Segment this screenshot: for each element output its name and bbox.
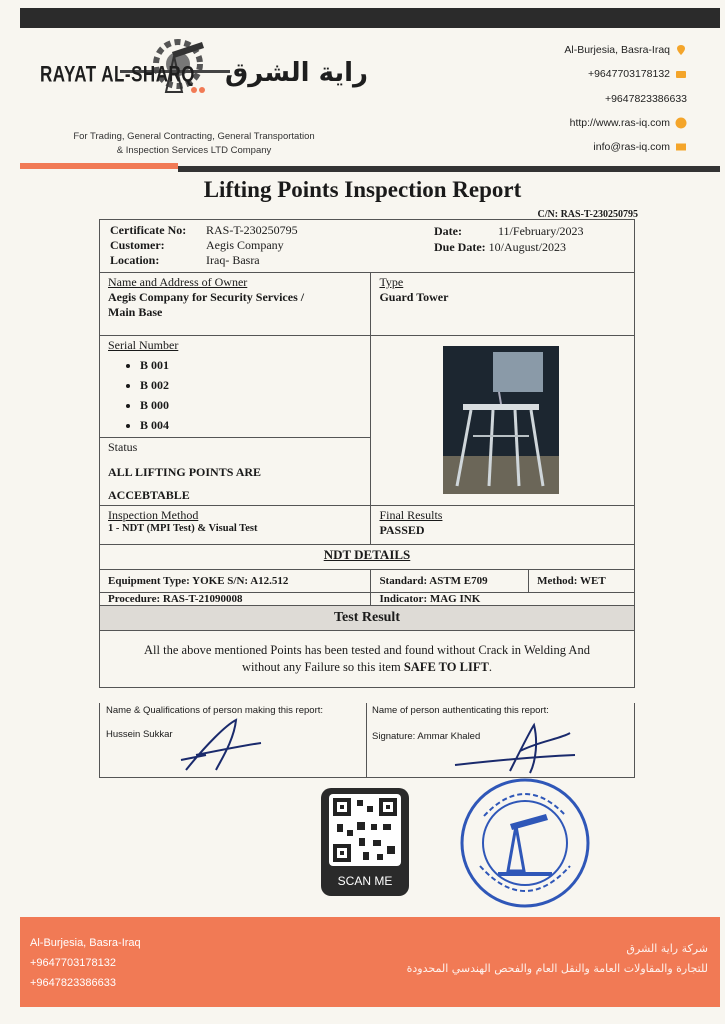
result-end: . [488, 660, 492, 674]
method-label: Inspection Method [108, 508, 199, 522]
guard-tower-photo [443, 346, 559, 494]
divider-dark [178, 166, 720, 172]
company-name-en: RAYAT AL-SHARQ [40, 62, 195, 87]
final-value: PASSED [379, 523, 425, 537]
procedure-cell: Procedure: RAS-T-21090008 [100, 593, 371, 606]
ndt-title-cell [100, 545, 635, 570]
company-stamp-icon [458, 776, 592, 910]
tagline-line-2: & Inspection Services LTD Company [116, 145, 272, 156]
result-line-2: without any Failure so this item [242, 660, 401, 674]
footer-arabic-line-2: للتجارة والمقاولات العامة والنقل العام والفحص الهندسي المحدودة [406, 962, 708, 975]
equipment-cell: Equipment Type: YOKE S/N: A12.512 [100, 570, 371, 593]
auth-signature [450, 721, 580, 777]
cn-label: C/N: [537, 209, 559, 220]
phone-1-text: +9647703178132 [587, 68, 670, 80]
globe-icon [675, 117, 687, 129]
certificate-label: Certificate No: [110, 223, 187, 237]
divider-accent [20, 163, 178, 169]
cert-info-cell [100, 220, 635, 273]
signature-block [99, 703, 635, 778]
final-cell [371, 506, 635, 545]
footer-bar [20, 917, 720, 1007]
location-value: Iraq- Basra [206, 253, 260, 267]
phone-2-text: +9647823386633 [604, 93, 687, 105]
serial-cell [100, 336, 371, 438]
serial-list [108, 355, 362, 435]
method-value: NDT (MPI Test) & Visual Test [122, 523, 258, 534]
footer-arabic [407, 939, 708, 979]
owner-value-1: Aegis Company for Security Services / [108, 290, 305, 304]
scan-me-label: SCAN ME [337, 874, 393, 888]
contact-email[interactable] [593, 141, 687, 153]
customer-label: Customer: [110, 238, 165, 252]
test-result-text [100, 631, 635, 688]
date-block [434, 223, 624, 255]
owner-label: Name and Address of Owner [108, 275, 248, 289]
result-safe: SAFE TO LIFT [403, 660, 489, 674]
mail-icon [675, 141, 687, 153]
tagline-line-1: For Trading, General Contracting, General Transportation [73, 131, 315, 142]
type-value: Guard Tower [379, 290, 449, 304]
customer-value: Aegis Company [206, 238, 284, 252]
auth-name: Signature: Ammar Khaled [372, 731, 481, 742]
maker-label: Name & Qualifications of person making this report: [106, 705, 324, 716]
date-label: Date: [434, 224, 462, 238]
list-item: • B 000 [140, 395, 362, 415]
maker-signature [176, 715, 266, 775]
address-text: Al-Burjesia, Basra-Iraq [564, 44, 670, 56]
indicator-cell: Indicator: MAG INK [371, 593, 635, 606]
phone-icon [675, 68, 687, 80]
qr-code[interactable] [321, 788, 409, 896]
maker-name: Hussein Sukkar [106, 729, 173, 740]
certificate-value: RAS-T-230250795 [206, 223, 298, 237]
signature-divider [366, 703, 367, 777]
contact-address [564, 44, 687, 56]
contact-phone-1[interactable] [588, 68, 687, 80]
company-name-ar: راية الشرق [225, 58, 369, 88]
list-item: • B 002 [140, 375, 362, 395]
owner-value-2: Main Base [108, 305, 163, 319]
result-line-1: All the above mentioned Points has been tested and found without Crack in Welding And [144, 643, 590, 657]
top-bar [20, 8, 720, 28]
footer-phone-1[interactable]: +9647703178132 [30, 957, 116, 969]
header-row [100, 220, 635, 273]
test-result-title: Test Result [100, 606, 635, 631]
qr-code-icon [329, 794, 401, 866]
company-tagline [34, 130, 354, 158]
standard-cell: Standard: ASTM E709 [371, 570, 529, 593]
method-cell [100, 506, 371, 545]
list-item: • B 001 [140, 355, 362, 375]
location-label: Location: [110, 253, 160, 267]
website-text: http://www.ras-iq.com [569, 117, 670, 129]
footer-contact [30, 933, 141, 993]
status-cell [100, 438, 371, 506]
serial-label: Serial Number [108, 338, 179, 352]
contact-phone-2[interactable] [605, 93, 687, 105]
location-icon [675, 44, 687, 56]
due-label: Due Date: [434, 240, 486, 254]
status-value-2: ACCEBTABLE [108, 488, 190, 502]
method-number: 1 - [108, 523, 120, 534]
report-table [99, 219, 635, 688]
type-label: Type [379, 275, 404, 289]
auth-label: Name of person authenticating this report: [372, 705, 549, 716]
method-wet-cell: Method: WET [529, 570, 635, 593]
status-value-1: ALL LIFTING POINTS ARE [108, 465, 262, 479]
status-label: Status [108, 440, 138, 454]
final-label: Final Results [379, 508, 443, 522]
cn-value: RAS-T-230250795 [560, 209, 638, 220]
list-item: • B 004 [140, 415, 362, 435]
report-title: Lifting Points Inspection Report [203, 177, 522, 202]
footer-phone-2[interactable]: +9647823386633 [30, 977, 116, 989]
type-cell [371, 273, 635, 336]
qr-pattern [329, 794, 401, 866]
date-value: 11/February/2023 [498, 224, 584, 238]
ndt-title: NDT DETAILS [323, 547, 411, 562]
contact-website[interactable] [570, 117, 687, 129]
email-text: info@ras-iq.com [593, 141, 670, 153]
footer-arabic-line-1: شركة راية الشرق [626, 942, 708, 955]
owner-cell [100, 273, 371, 336]
photo-cell [371, 336, 635, 506]
footer-address: Al-Burjesia, Basra-Iraq [30, 937, 141, 949]
due-value: 10/August/2023 [488, 240, 566, 254]
